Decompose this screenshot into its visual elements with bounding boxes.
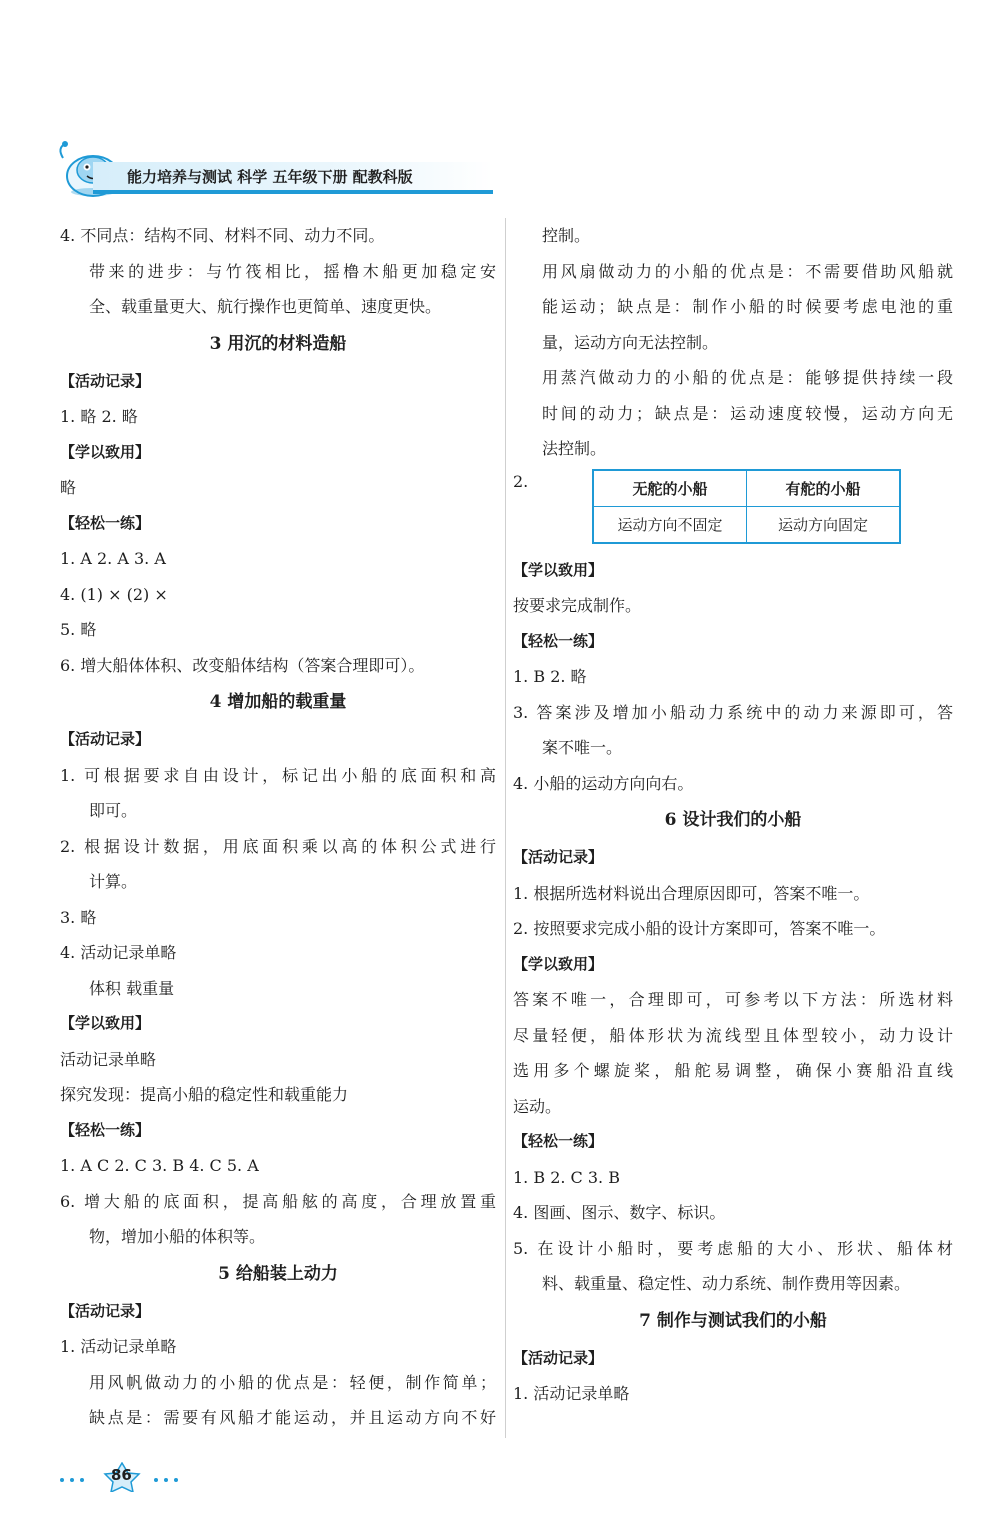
- text-line: 按要求完成制作。: [513, 596, 642, 615]
- text-line: 4. 图画、图示、数字、标识。: [513, 1203, 726, 1222]
- section-heading: 【活动记录】: [513, 1348, 604, 1367]
- section-heading: 【活动记录】: [60, 371, 151, 390]
- page-number-badge: [56, 1462, 196, 1492]
- column-divider: [505, 218, 506, 1438]
- text-line: 尽量轻便，船体形状为流线型且体型较小，动力设计: [513, 1025, 953, 1045]
- text-line: 1. B 2. C 3. B: [513, 1167, 620, 1187]
- text-line: 1. A 2. A 3. A: [60, 549, 166, 568]
- comparison-table-block: [513, 467, 953, 553]
- text-line: 缺点是：需要有风船才能运动，并且运动方向不好: [89, 1408, 496, 1427]
- section-title: 4 增加船的载重量: [209, 692, 347, 712]
- section-heading: 【轻松一练】: [513, 1132, 604, 1150]
- text-line: 选用多个螺旋桨，船舵易调整，确保小赛船沿直线: [513, 1061, 953, 1080]
- text-line: 4. (1) × (2) ×: [60, 584, 168, 604]
- page-header: [55, 140, 495, 200]
- text-line: 带来的进步：与竹筏相比，摇橹木船更加稳定安: [89, 261, 496, 281]
- text-line: 1. 根据所选材料说出合理原因即可，答案不唯一。: [513, 883, 870, 903]
- section-heading: 【轻松一练】: [513, 631, 604, 650]
- header-title: 能力培养与测试 科学 五年级下册 配教科版: [127, 168, 413, 186]
- section-title: 7 制作与测试我们的小船: [639, 1310, 827, 1331]
- text-line: 3. 答案涉及增加小船动力系统中的动力来源即可，答: [513, 702, 953, 722]
- page-number: 86: [111, 1466, 132, 1484]
- text-line: 法控制。: [542, 439, 607, 458]
- text-line: 控制。: [542, 226, 591, 245]
- text-line: 5. 略: [60, 620, 97, 639]
- right-top-block: [513, 218, 953, 467]
- text-line: 4. 活动记录单略: [60, 943, 177, 962]
- table-header-row: [593, 470, 900, 507]
- text-line: 1. A C 2. C 3. B 4. C 5. A: [60, 1156, 259, 1175]
- text-line: 1. B 2. 略: [513, 667, 587, 686]
- text-line: 4. 小船的运动方向向右。: [513, 773, 694, 793]
- text-line: 时间的动力；缺点是：运动速度较慢，运动方向无: [542, 403, 953, 423]
- text-line: 用风扇做动力的小船的优点是：不需要借助风船就: [542, 261, 953, 281]
- right-bottom-block: [513, 553, 953, 1412]
- text-line: 6. 增大船的底面积，提高船舷的高度，合理放置重: [60, 1191, 496, 1211]
- text-line: 1. 活动记录单略: [513, 1384, 630, 1403]
- comparison-table: [592, 469, 901, 544]
- section-heading: 【学以致用】: [60, 1014, 151, 1032]
- text-line: 3. 略: [60, 907, 97, 927]
- text-line: 2. 按照要求完成小船的设计方案即可，答案不唯一。: [513, 919, 886, 938]
- table-cell: 运动方向固定: [747, 506, 901, 543]
- text-line: 2. 根据设计数据，用底面积乘以高的体积公式进行: [60, 836, 496, 856]
- table-cell: 运动方向不固定: [593, 506, 747, 543]
- text-line: 活动记录单略: [60, 1049, 157, 1069]
- text-line: 用风帆做动力的小船的优点是：轻便，制作简单；: [89, 1372, 496, 1392]
- section-heading: 【学以致用】: [513, 954, 604, 973]
- text-line: 运动。: [513, 1096, 562, 1116]
- text-line: 体积 载重量: [89, 978, 175, 998]
- section-heading: 【学以致用】: [513, 560, 604, 579]
- text-line: 略: [60, 478, 77, 497]
- section-heading: 【活动记录】: [60, 730, 151, 748]
- text-line: 5. 在设计小船时，要考虑船的大小、形状、船体材: [513, 1238, 953, 1258]
- text-line: 探究发现：提高小船的稳定性和载重能力: [60, 1085, 349, 1104]
- section-heading: 【活动记录】: [513, 848, 604, 866]
- text-line: 用蒸汽做动力的小船的优点是：能够提供持续一段: [542, 368, 953, 387]
- section-heading: 【学以致用】: [60, 442, 151, 461]
- left-column: [60, 218, 496, 1436]
- text-line: 1. 活动记录单略: [60, 1337, 177, 1356]
- section-title: 5 给船装上动力: [218, 1263, 338, 1284]
- text-line: 即可。: [89, 801, 138, 820]
- text-line: 计算。: [89, 872, 138, 891]
- section-heading: 【活动记录】: [60, 1301, 151, 1320]
- section-heading: 【轻松一练】: [60, 513, 151, 532]
- text-line: 量，运动方向无法控制。: [542, 332, 719, 352]
- text-line: 料、载重量、稳定性、动力系统、制作费用等因素。: [542, 1274, 911, 1293]
- question-number: 2.: [513, 471, 529, 491]
- text-line: 答案不唯一，合理即可，可参考以下方法：所选材料: [513, 990, 953, 1009]
- table-header-cell: 无舵的小船: [593, 470, 747, 507]
- section-title: 3 用沉的材料造船: [209, 333, 347, 354]
- table-row: [593, 506, 900, 543]
- text-line: 全、载重量更大、航行操作也更简单、速度更快。: [89, 297, 442, 316]
- section-title: 6 设计我们的小船: [664, 810, 802, 830]
- text-line: 物，增加小船的体积等。: [89, 1227, 266, 1246]
- text-line: 1. 略 2. 略: [60, 407, 138, 426]
- text-line: 1. 可根据要求自由设计，标记出小船的底面积和高: [60, 765, 496, 785]
- text-line: 6. 增大船体体积、改变船体结构（答案合理即可）。: [60, 655, 425, 675]
- right-column: [513, 218, 953, 1412]
- text-line: 案不唯一。: [542, 738, 623, 757]
- text-line: 4. 不同点：结构不同、材料不同、动力不同。: [60, 226, 385, 245]
- table-header-cell: 有舵的小船: [747, 470, 901, 507]
- section-heading: 【轻松一练】: [60, 1120, 151, 1139]
- text-line: 能运动；缺点是：制作小船的时候要考虑电池的重: [542, 297, 953, 316]
